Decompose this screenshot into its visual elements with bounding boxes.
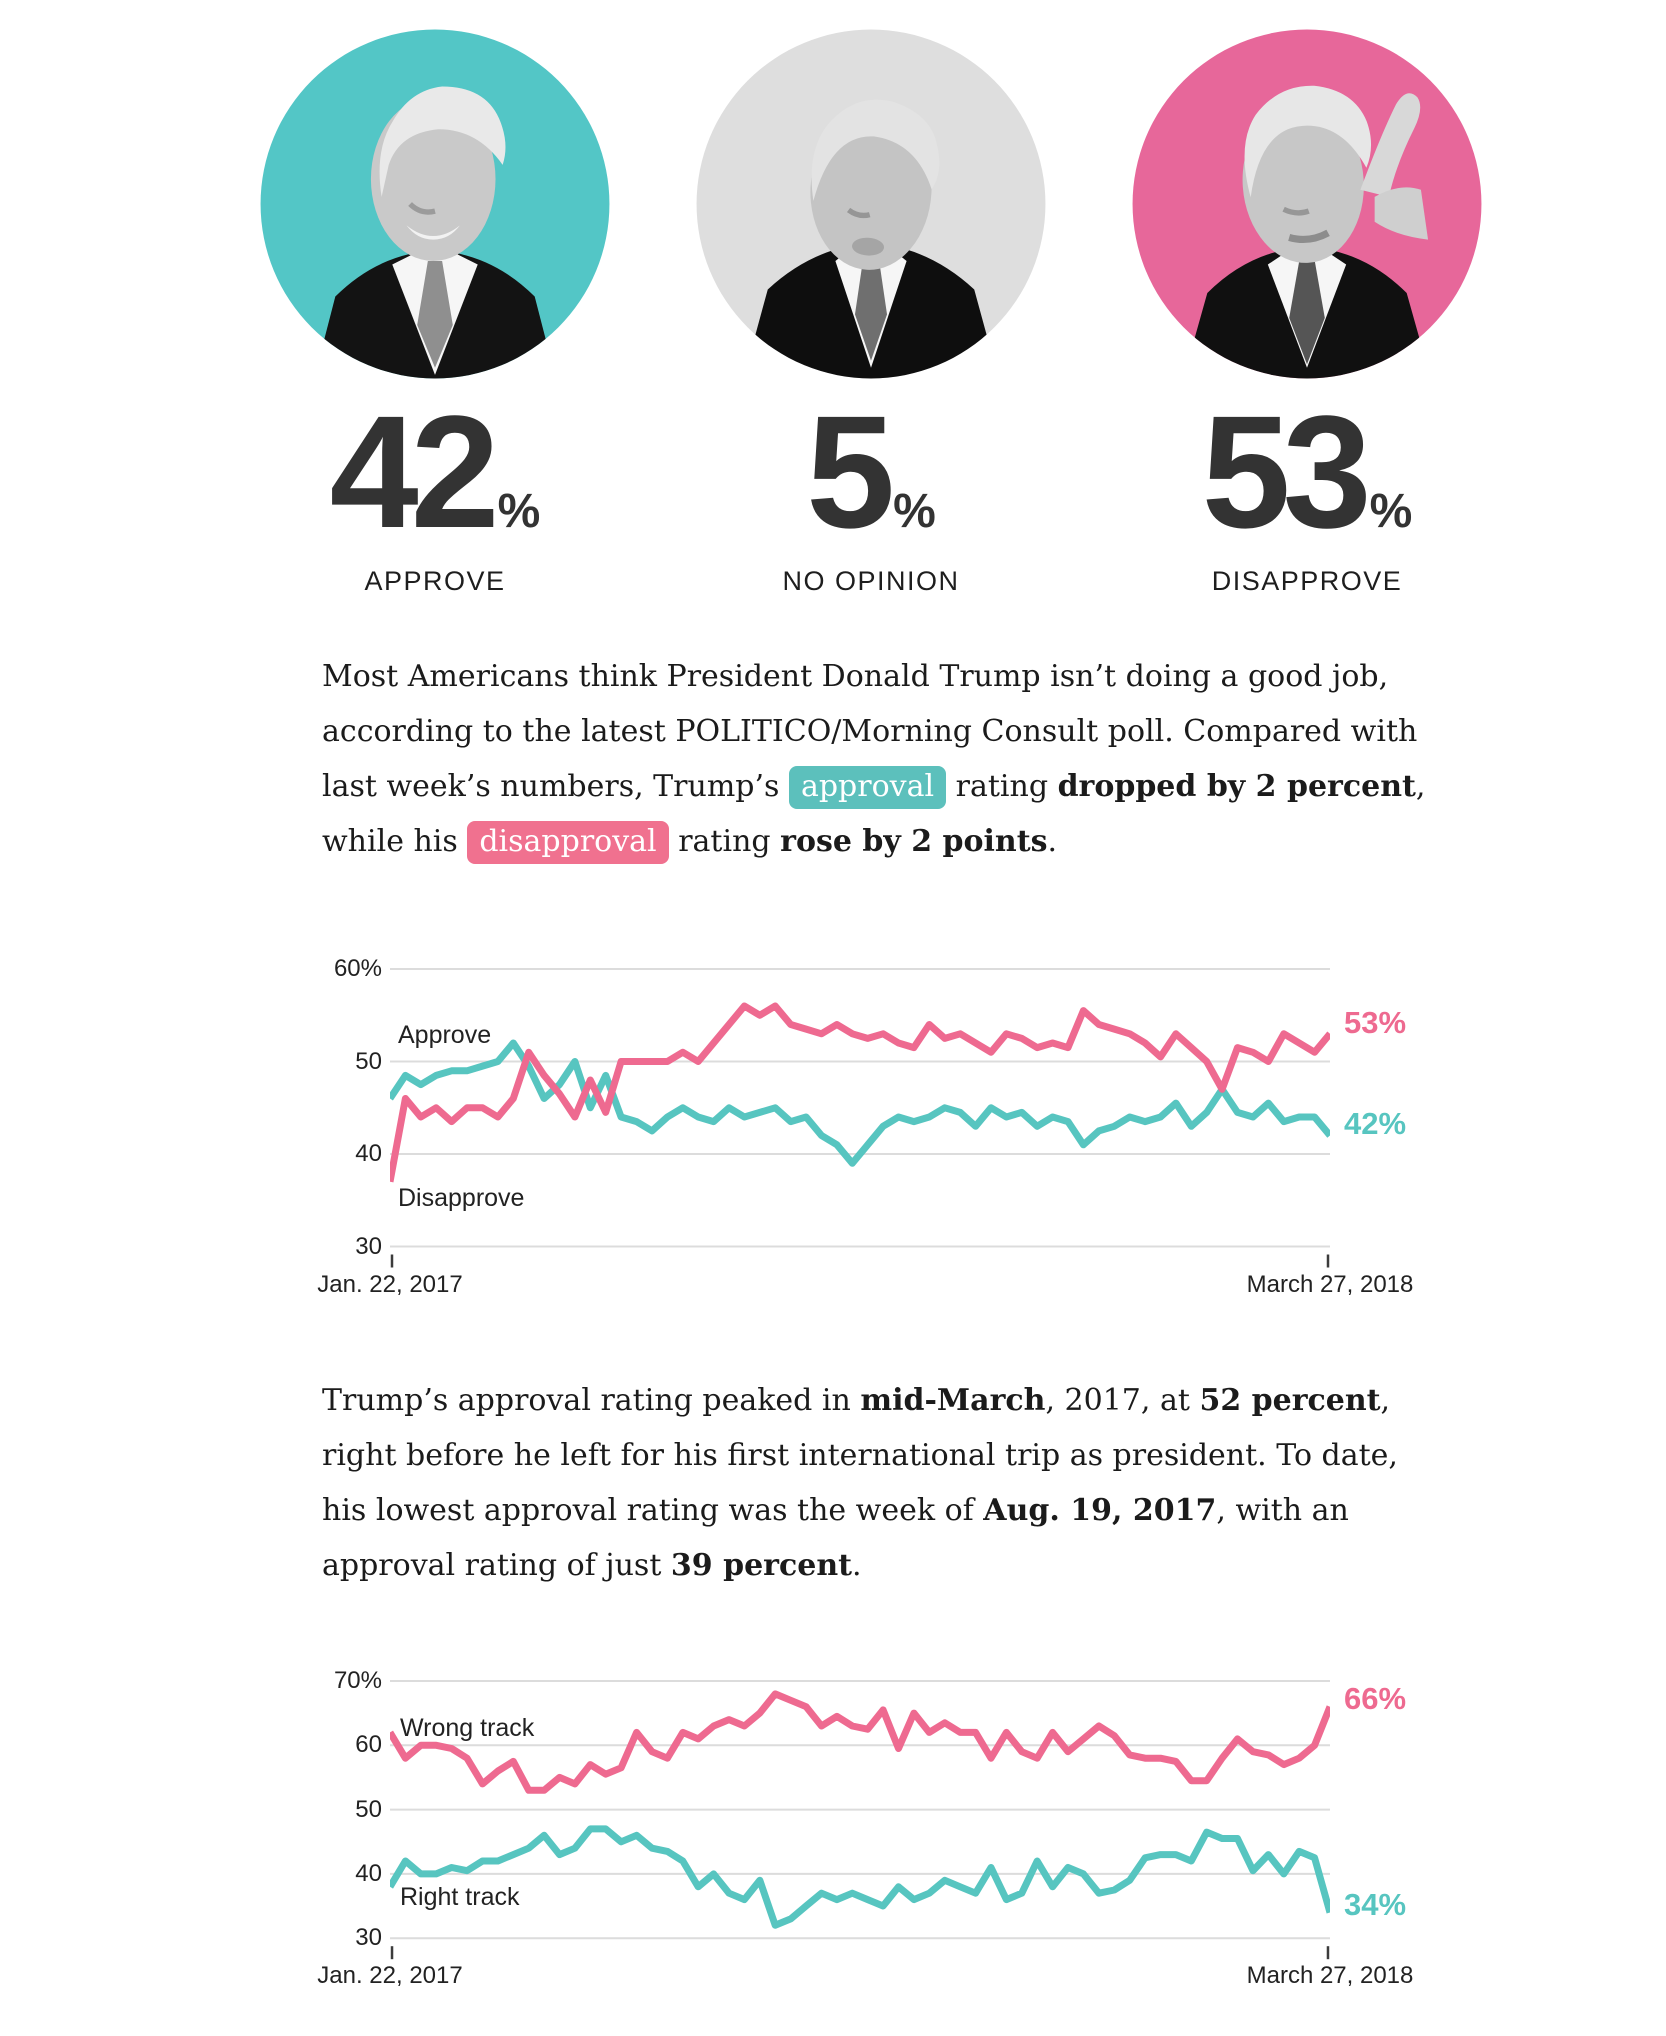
y-axis-tick-label: 70% — [333, 1667, 382, 1694]
disapprove-value: 53 % — [1201, 382, 1413, 561]
no-opinion-value: 5 % — [806, 382, 936, 561]
x-axis-start-label: Jan. 22, 2017 — [317, 1962, 463, 1990]
x-axis-end-label: March 27, 2018 — [1246, 1270, 1414, 1298]
series-end-value-label: 53% — [1344, 1004, 1407, 1040]
y-axis-tick-label: 40 — [355, 1140, 382, 1167]
series-label: Approve — [398, 1020, 492, 1049]
summary-card-approve — [257, 26, 613, 597]
y-axis-tick-label: 30 — [355, 1924, 382, 1952]
y-axis-tick-label: 30 — [355, 1232, 382, 1260]
x-axis-end-label: March 27, 2018 — [1246, 1962, 1414, 1990]
no-opinion-portrait-photo — [693, 26, 1049, 382]
y-axis-tick-label: 50 — [355, 1795, 382, 1823]
y-axis-tick-label: 60% — [333, 955, 382, 982]
approval-disapproval-chart — [318, 947, 1568, 1299]
no-opinion-label: NO OPINION — [782, 566, 960, 596]
disapprove-portrait-photo — [1129, 26, 1485, 382]
paragraph-line: his lowest approval rating was the week of Aug. 19, 2017, with an — [322, 1493, 1349, 1528]
approval-history-paragraph — [322, 1373, 1666, 1593]
intro-paragraph — [322, 649, 1666, 869]
y-axis-tick-label: 40 — [355, 1859, 382, 1887]
right-track-line — [390, 1829, 1330, 1925]
series-label: Wrong track — [400, 1713, 535, 1742]
teal-highlight: approval — [789, 766, 946, 809]
y-axis-tick-label: 50 — [355, 1047, 382, 1075]
y-axis-tick-label: 60 — [355, 1731, 382, 1759]
paragraph-line: last week’s numbers, Trump’s approval rating dropped by 2 percent, — [322, 759, 1666, 814]
paragraph-line: approval rating of just 39 percent. — [322, 1548, 862, 1583]
chart-plot-area — [390, 959, 1330, 1281]
paragraph-line: Most Americans think President Donald Trump isn’t doing a good job, — [322, 659, 1389, 694]
series-label: Disapprove — [398, 1184, 525, 1213]
paragraph-line: while his disapproval rating rose by 2 points. — [322, 814, 1666, 869]
approve-portrait-photo — [257, 26, 613, 382]
approve-label: APPROVE — [364, 566, 506, 596]
x-axis-start-label: Jan. 22, 2017 — [317, 1270, 463, 1298]
series-end-value-label: 42% — [1344, 1106, 1407, 1142]
series-end-value-label: 34% — [1344, 1886, 1407, 1922]
paragraph-line: according to the latest POLITICO/Morning Consult poll. Compared with — [322, 714, 1418, 749]
summary-card-no-opinion — [693, 26, 1049, 597]
series-end-value-label: 66% — [1344, 1681, 1407, 1716]
disapprove-label: DISAPPROVE — [1211, 566, 1403, 596]
summary-cards-row — [76, 0, 1666, 597]
pink-highlight: disapproval — [467, 821, 668, 864]
summary-card-disapprove — [1129, 26, 1485, 597]
track-direction-chart — [318, 1659, 1568, 1991]
series-label: Right track — [400, 1883, 520, 1912]
paragraph-line: Trump’s approval rating peaked in mid-March, 2017, at 52 percent, — [322, 1383, 1391, 1418]
approve-value: 42 % — [329, 382, 541, 561]
paragraph-line: right before he left for his first international trip as president. To date, — [322, 1438, 1398, 1473]
